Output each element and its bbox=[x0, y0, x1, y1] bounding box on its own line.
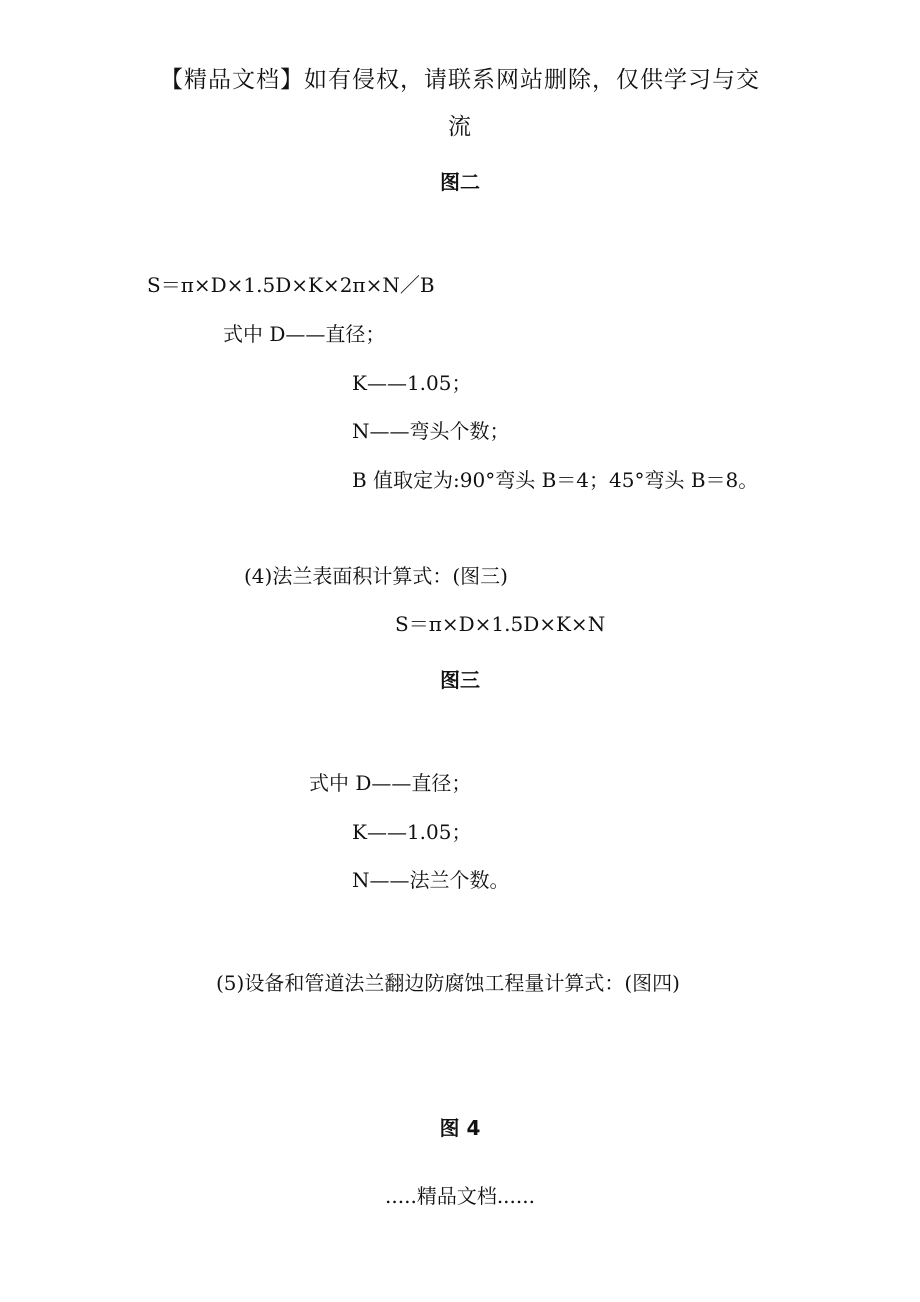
elbow-var-d: 式中 D——直径； bbox=[223, 322, 386, 346]
flange-var-d: 式中 D——直径； bbox=[309, 771, 472, 795]
elbow-var-k: K——1.05； bbox=[352, 371, 472, 395]
figure-2-caption: 图二 bbox=[440, 170, 480, 194]
elbow-var-n: N——弯头个数； bbox=[352, 419, 510, 443]
flange-var-k: K——1.05； bbox=[352, 820, 472, 844]
elbow-var-b: B 值取定为:90°弯头 B＝4；45°弯头 B＝8。 bbox=[352, 468, 759, 492]
flange-area-formula: S＝π×D×1.5D×K×N bbox=[395, 612, 606, 636]
figure-4-caption: 图 4 bbox=[439, 1116, 481, 1140]
footer-watermark: .....精品文档...... bbox=[385, 1184, 535, 1208]
flange-var-n: N——法兰个数。 bbox=[352, 868, 510, 892]
figure-3-caption: 图三 bbox=[440, 668, 480, 692]
section-5-heading: (5)设备和管道法兰翻边防腐蚀工程量计算式：(图四) bbox=[216, 971, 680, 995]
watermark-header-line2: 流 bbox=[448, 114, 472, 140]
elbow-area-formula: S＝π×D×1.5D×K×2π×N／B bbox=[147, 273, 435, 297]
watermark-header-line1: 【精品文档】如有侵权，请联系网站删除，仅供学习与交 bbox=[160, 67, 760, 93]
section-4-heading: (4)法兰表面积计算式：(图三) bbox=[244, 564, 508, 588]
